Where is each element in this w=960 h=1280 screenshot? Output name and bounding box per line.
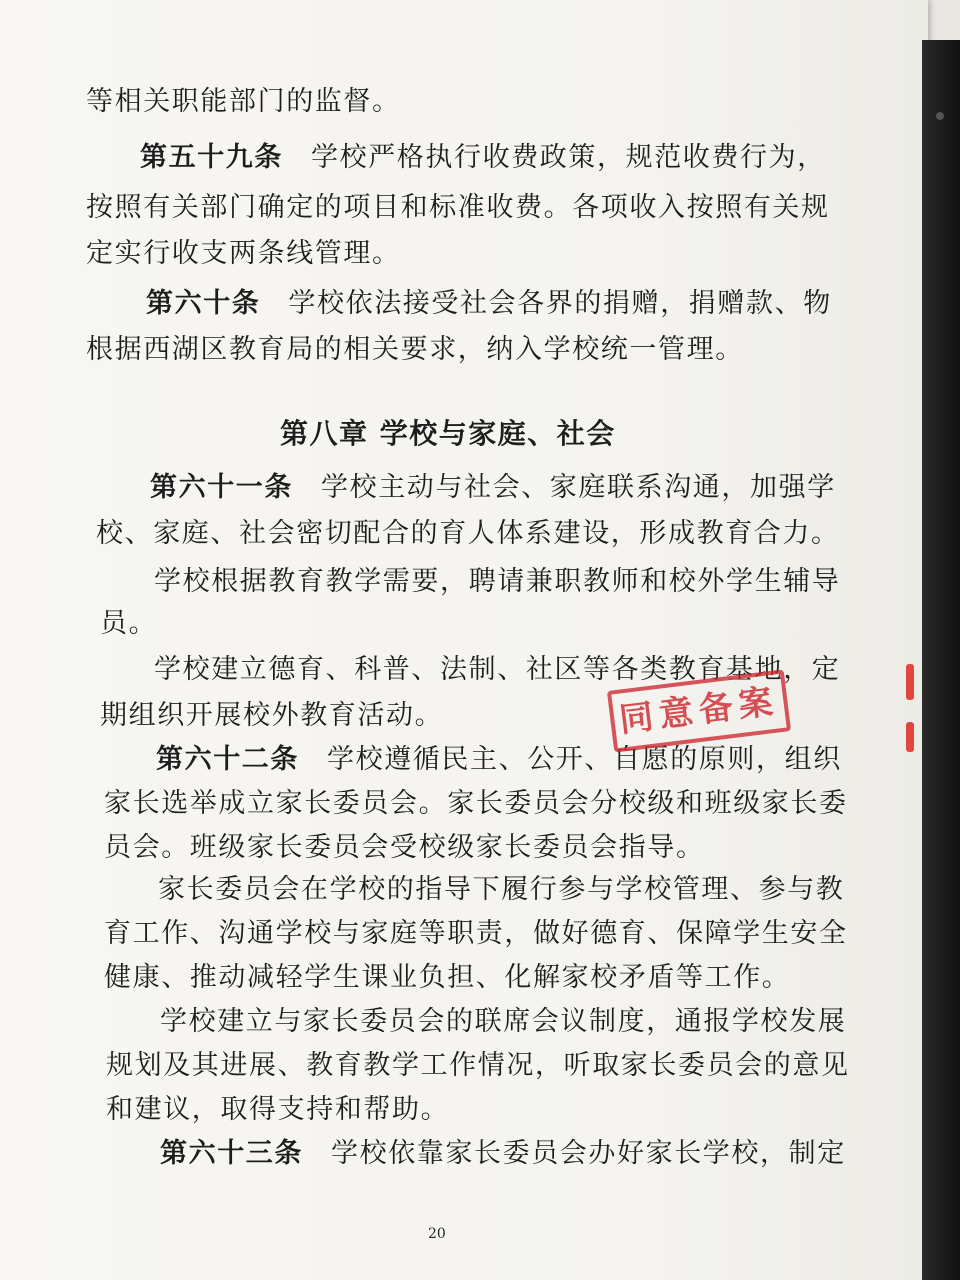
article-60 (146, 286, 832, 322)
text-line: 学校建立与家长委员会的联席会议制度，通报学校发展 (160, 1006, 847, 1037)
text-line: 员。 (100, 608, 158, 639)
text-line: 健康、推动减轻学生课业负担、化解家校矛盾等工作。 (104, 962, 791, 993)
approval-stamp: 同意备案 (607, 669, 791, 752)
text-line: 规划及其进展、教育教学工作情况，听取家长委员会的意见 (106, 1050, 850, 1081)
text-line: 按照有关部门确定的项目和标准收费。各项收入按照有关规 (86, 192, 830, 223)
chapter-title: 第八章 学校与家庭、社会 (280, 417, 616, 450)
article-text: 学校主动与社会、家庭联系沟通，加强学 (321, 472, 836, 503)
article-label: 第六十三条 (160, 1138, 303, 1169)
article-59 (140, 140, 826, 176)
article-62 (156, 742, 842, 778)
text-line: 学校根据教育教学需要，聘请兼职教师和校外学生辅导 (154, 566, 841, 597)
article-text: 学校遵循民主、公开、自愿的原则，组织 (327, 744, 842, 775)
article-text: 学校依靠家长委员会办好家长学校，制定 (331, 1138, 846, 1169)
text-line: 根据西湖区教育局的相关要求，纳入学校统一管理。 (86, 334, 744, 365)
text-line: 员会。班级家长委员会受校级家长委员会指导。 (104, 832, 705, 863)
seal-fragment-mark (906, 664, 914, 700)
article-label: 第五十九条 (140, 142, 283, 173)
article-label: 第六十条 (146, 288, 261, 319)
article-61 (150, 470, 836, 506)
article-63 (160, 1136, 846, 1172)
article-label: 第六十二条 (156, 744, 299, 775)
text-line: 校、家庭、社会密切配合的育人体系建设，形成教育合力。 (96, 518, 840, 549)
article-text: 学校严格执行收费政策，规范收费行为， (311, 142, 826, 173)
text-line: 育工作、沟通学校与家庭等职责，做好德育、保障学生安全 (104, 918, 848, 949)
text-line: 家长委员会在学校的指导下履行参与学校管理、参与教 (158, 874, 845, 905)
text-line: 定实行收支两条线管理。 (86, 238, 401, 269)
text-line: 等相关职能部门的监督。 (86, 86, 401, 117)
scanner-background (922, 40, 960, 1280)
page-number: 20 (428, 1226, 446, 1242)
article-text: 学校依法接受社会各界的捐赠，捐赠款、物 (288, 288, 832, 319)
seal-fragment-mark (906, 722, 914, 752)
text-line: 期组织开展校外教育活动。 (100, 700, 444, 731)
article-label: 第六十一条 (150, 472, 293, 503)
dot-mark (936, 112, 944, 120)
text-line: 家长选举成立家长委员会。家长委员会分校级和班级家长委 (104, 788, 848, 819)
text-line: 学校建立德育、科普、法制、社区等各类教育基地，定 (154, 654, 841, 685)
text-line: 和建议，取得支持和帮助。 (106, 1094, 450, 1125)
